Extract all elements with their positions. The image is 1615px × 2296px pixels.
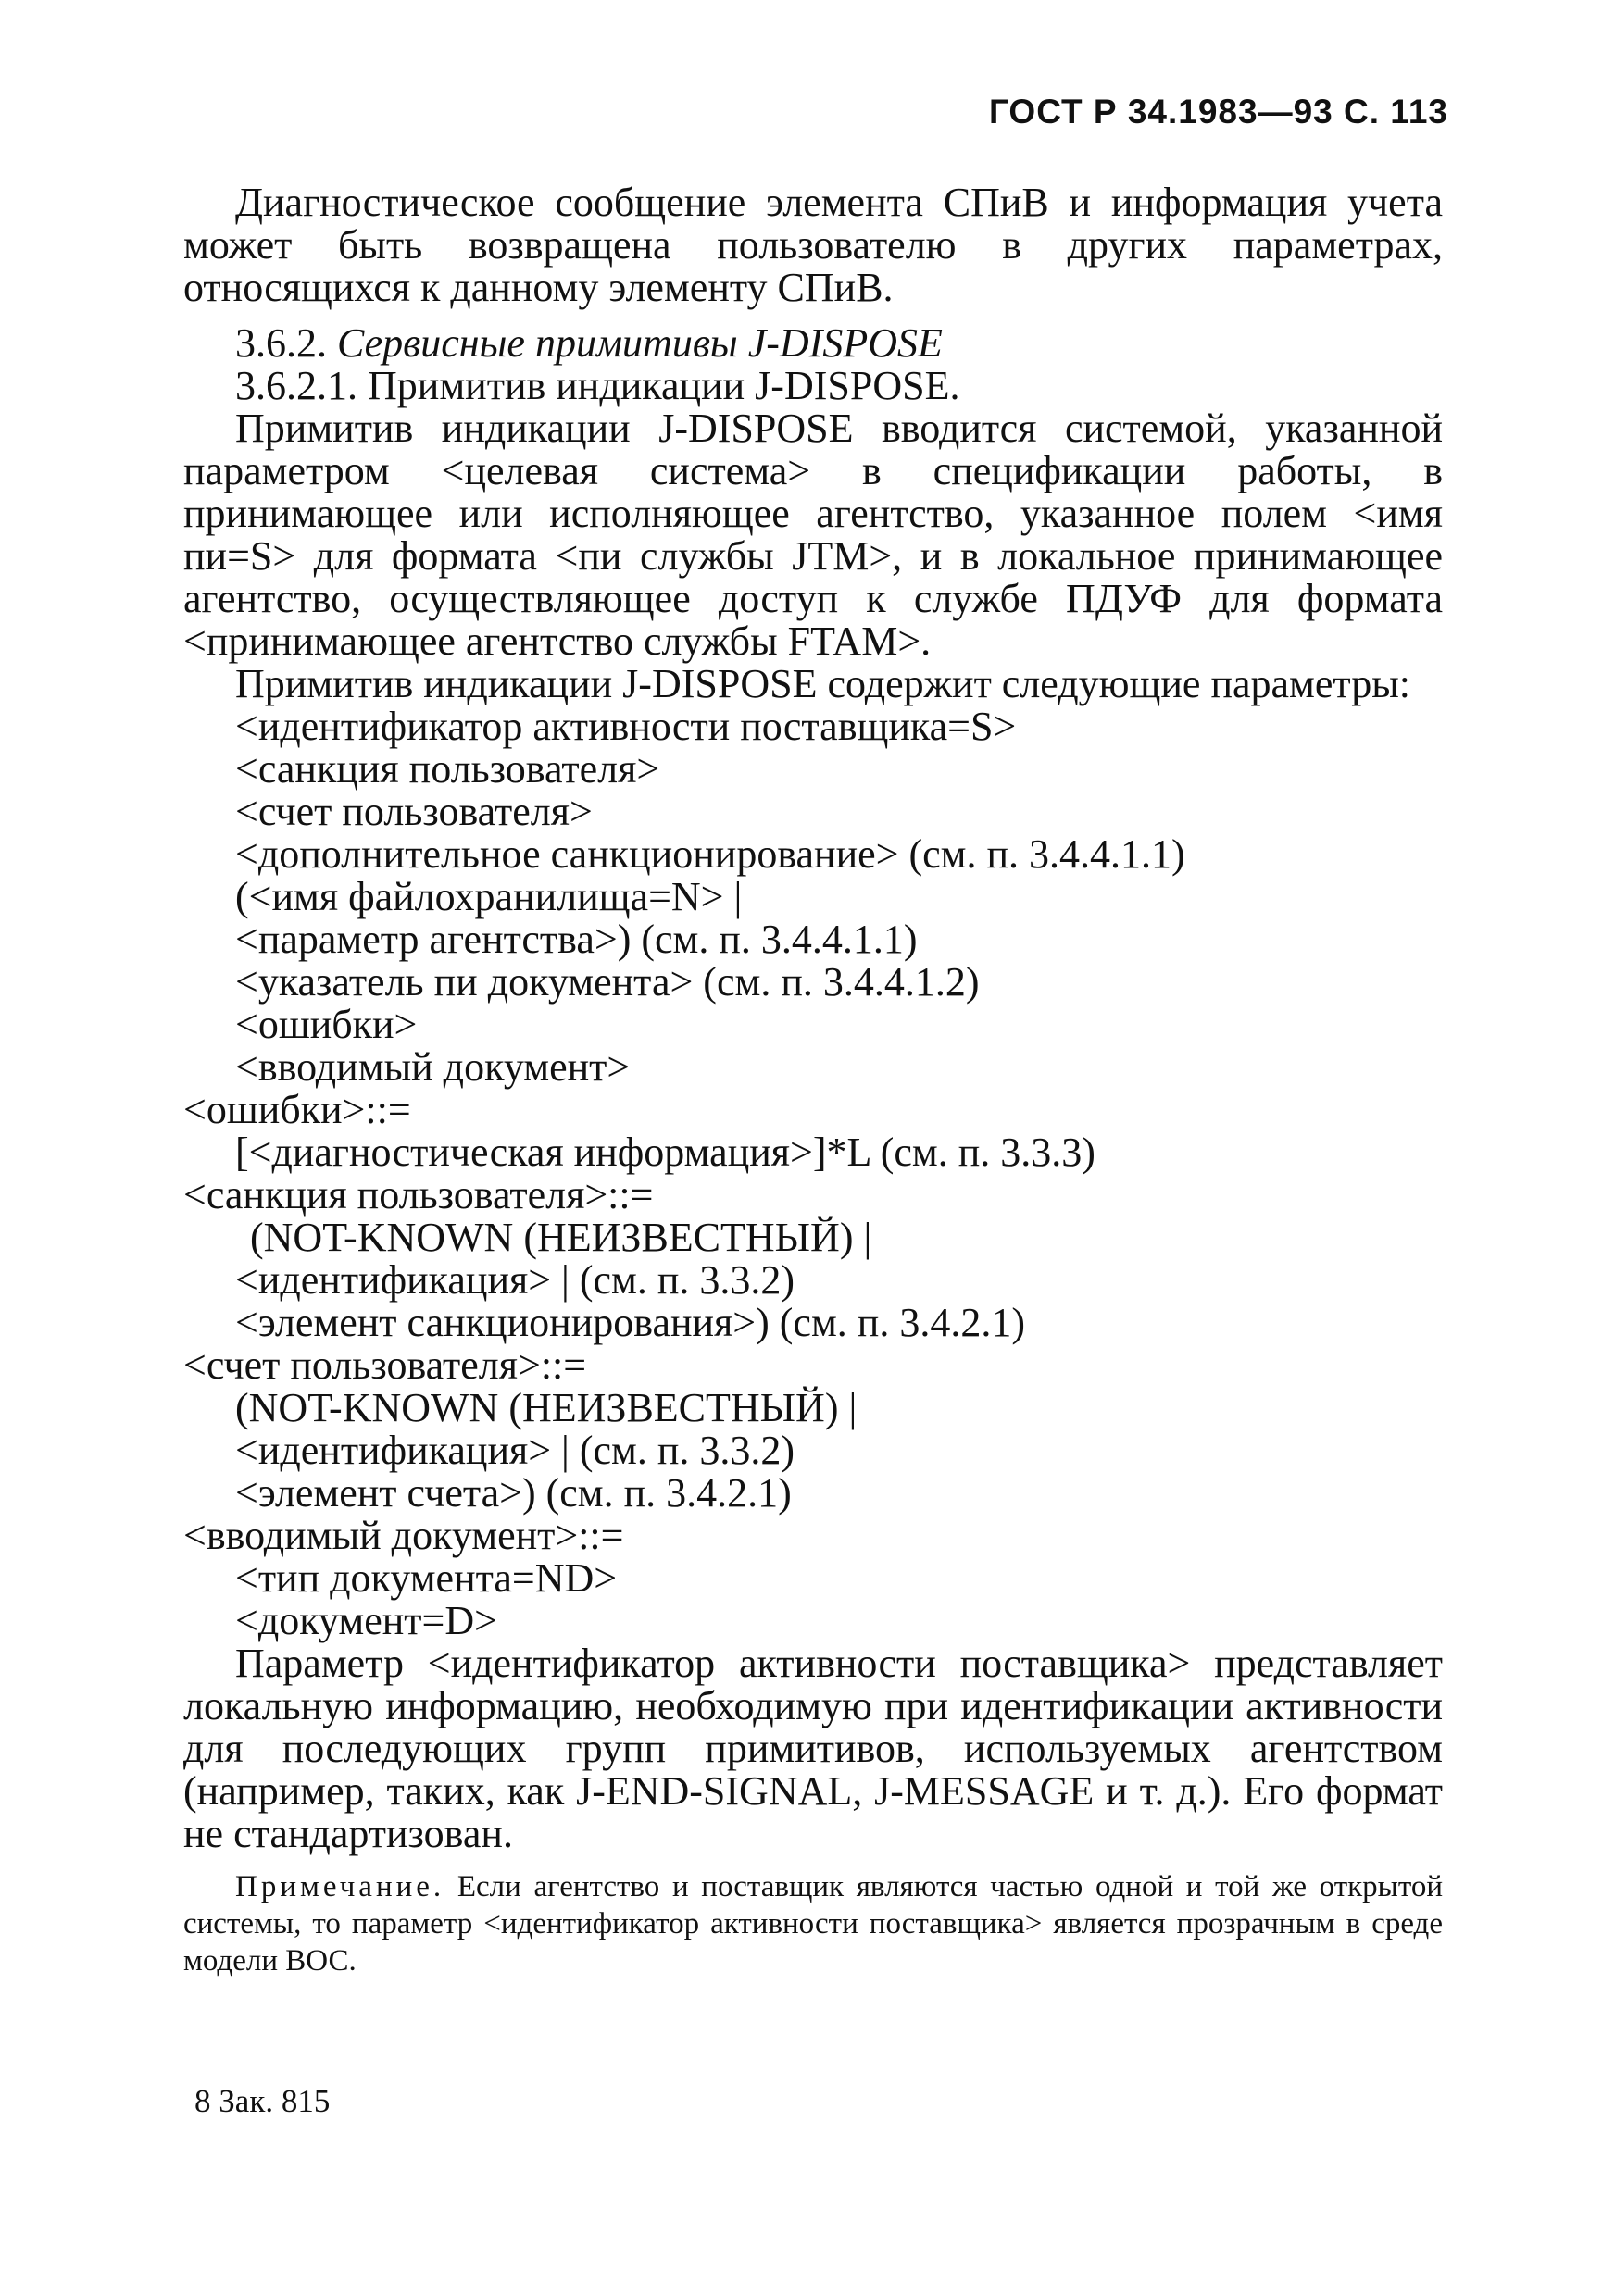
document-body xyxy=(183,181,1443,1979)
list-item: <санкция пользователя> xyxy=(235,746,660,792)
subsection-heading: 3.6.2.1. Примитив индикации J-DISPOSE. xyxy=(235,363,960,408)
definition-line: (NOT-KNOWN (НЕИЗВЕСТНЫЙ) | xyxy=(250,1215,872,1260)
section-number: 3.6.2. xyxy=(235,320,327,366)
definition-input-document xyxy=(183,1515,1443,1642)
list-item: <счет пользователя> xyxy=(235,789,593,834)
definition-line: <идентификация> | (см. п. 3.3.2) xyxy=(235,1428,795,1473)
definition-head: <санкция пользователя>::= xyxy=(183,1172,654,1217)
list-item: <вводимый документ> xyxy=(235,1044,631,1090)
definition-line: <идентификация> | (см. п. 3.3.2) xyxy=(235,1257,795,1303)
list-item: <параметр агентства>) (см. п. 3.4.4.1.1) xyxy=(235,917,918,962)
list-item: (<имя файлохранилища=N> | xyxy=(235,874,743,919)
note-text: Если агентство и поставщик являются частью одной и той же открытой системы, то параметр <идентификатор активности поставщика> является прозрачным в среде модели ВОС. xyxy=(183,1870,1444,1978)
note xyxy=(183,1868,1443,1979)
paragraph-diagnostic: Диагностическое сообщение элемента СПиВ и информация учета может быть возвращена пользователю в других параметрах, относящихся к данному элементу СПиВ. xyxy=(183,180,1443,310)
list-item: <дополнительное санкционирование> (см. п. 3.4.4.1.1) xyxy=(235,831,1185,877)
paragraph-provider-id: Параметр <идентификатор активности поставщика> представляет локальную информацию, необходимую при идентификации активности для последующих групп примитивов, используемых агентством (например, таких, как J-END-SIGNAL, J-MESSAGE и т. д.). Его формат не стандартизован. xyxy=(183,1641,1443,1856)
note-label: Примечание. xyxy=(235,1870,445,1903)
page-header: ГОСТ Р 34.1983—93 С. 113 xyxy=(988,93,1448,131)
definition-head: <счет пользователя>::= xyxy=(183,1342,587,1388)
definition-head: <вводимый документ>::= xyxy=(183,1513,624,1558)
list-item: <указатель пи документа> (см. п. 3.4.4.1.2) xyxy=(235,959,980,1004)
definition-line: (NOT-KNOWN (НЕИЗВЕСТНЫЙ) | xyxy=(235,1385,858,1430)
definition-line: <элемент счета>) (см. п. 3.4.2.1) xyxy=(235,1470,792,1516)
list-item: <идентификатор активности поставщика=S> xyxy=(235,704,1017,749)
definition-account xyxy=(183,1344,1443,1515)
section-title: Сервисные примитивы J-DISPOSE xyxy=(337,320,943,366)
definition-line: [<диагностическая информация>]*L (см. п. 3.3.3) xyxy=(235,1129,1095,1175)
list-item: <ошибки> xyxy=(235,1002,418,1047)
paragraph-indication: Примитив индикации J-DISPOSE вводится системой, указанной параметром <целевая система> в спецификации работы, в принимающее или исполняющее агентство, указанное полем <имя пи=S> для формата <пи службы JTM>, и в локальное принимающее агентство, осуществляющее доступ к службе ПДУФ для формата <принимающее агентство службы FTAM>. xyxy=(183,406,1443,664)
parameter-list xyxy=(183,705,1443,1089)
definition-head: <ошибки>::= xyxy=(183,1087,411,1132)
definition-sanction xyxy=(183,1174,1443,1344)
definition-line: <элемент санкционирования>) (см. п. 3.4.2.1) xyxy=(235,1300,1025,1345)
footer-mark: 8 Зак. 815 xyxy=(194,2083,331,2119)
definition-line: <тип документа=ND> xyxy=(235,1555,618,1601)
paragraph-parameters: Примитив индикации J-DISPOSE содержит следующие параметры: xyxy=(235,661,1410,706)
definition-errors xyxy=(183,1089,1443,1174)
definition-line: <документ=D> xyxy=(235,1598,497,1643)
section-heading xyxy=(183,322,1443,365)
